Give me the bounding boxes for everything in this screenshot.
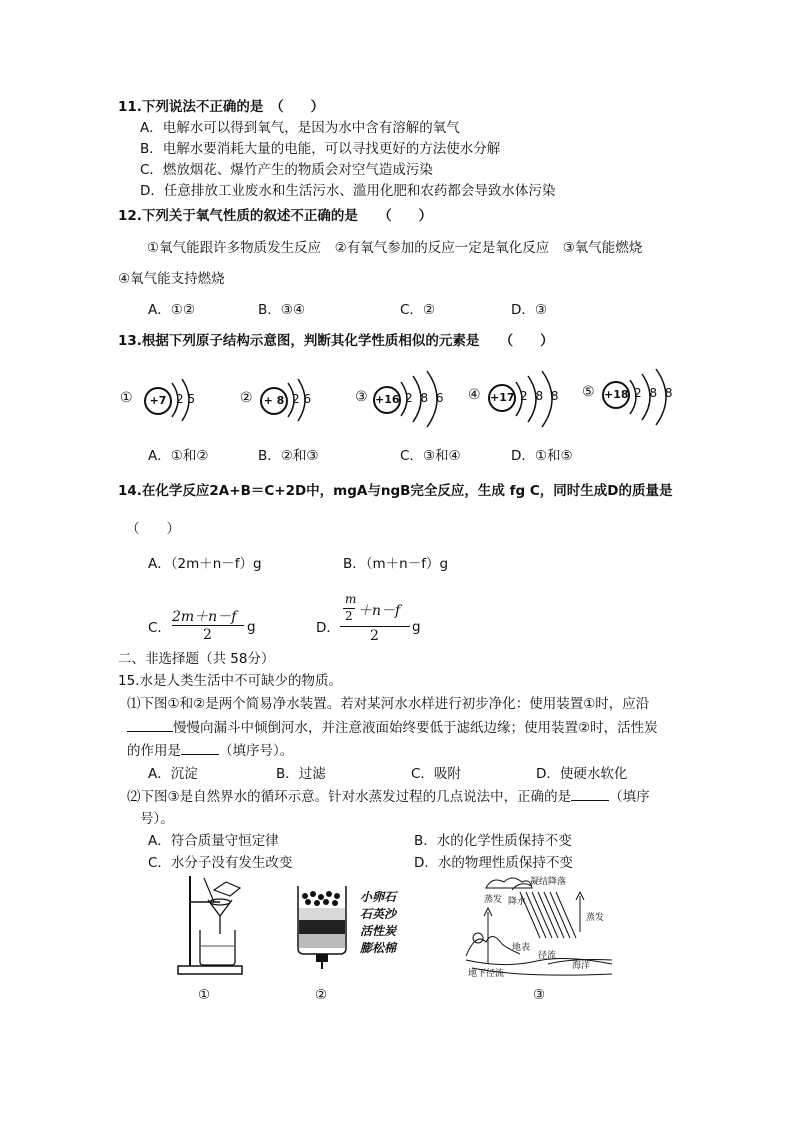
answer-blank-3[interactable]: [571, 788, 609, 801]
q15-part2-option-a: A．符合质量守恒定律: [148, 833, 279, 849]
q11-stem: 11.下列说法不正确的是 （ ）: [118, 99, 325, 115]
filter-layer-quartz-sand: 石英沙: [360, 907, 397, 921]
q14-option-b: B．（m＋n－f）g: [343, 556, 449, 572]
cycle-label-precipitation: 降水: [508, 897, 527, 907]
q14-option-d-inner-numerator: m: [345, 592, 357, 606]
q11-option-c: C．燃放烟花、爆竹产生的物质会对空气造成污染: [140, 162, 433, 178]
q14-option-d-inner-denominator: 2: [345, 609, 353, 623]
q15-part1-line1: ⑴下图①和②是两个简易净水装置。若对某河水水样进行初步净化：使用装置①时，应沿: [127, 696, 650, 712]
q11-option-b: B．电解水要消耗大量的电能，可以寻找更好的方法使水分解: [140, 141, 501, 157]
q14-option-c-label: C．: [148, 620, 171, 636]
q13-stem: 13.根据下列原子结构示意图，判断其化学性质相似的元素是 （ ）: [118, 333, 554, 349]
q11-option-d: D．任意排放工业废水和生活污水、滥用化肥和农药都会导致水体污染: [140, 183, 556, 199]
cycle-label-ocean: 海洋: [572, 961, 591, 971]
q14-option-c-unit: g: [247, 619, 256, 635]
q14-option-c-fraction-bar: [172, 625, 244, 626]
q12-option-d: D．③: [511, 302, 547, 318]
atom-diagram-2: ② + 8 2 6: [240, 375, 330, 425]
atom-diagram-1: ① +7 2 5: [120, 375, 210, 425]
q12-option-c: C．②: [400, 302, 436, 318]
filter-layer-activated-carbon: 活性炭: [360, 924, 397, 938]
q14-option-d-denominator: 2: [370, 628, 379, 644]
q14-stem: 14.在化学反应2A+B＝C+2D中，mgA与ngB完全反应，生成 fg C，同时生成D的质量是: [118, 483, 673, 499]
cycle-label-groundwater: 地下径流: [468, 969, 505, 979]
q11-option-a: A．电解水可以得到氧气，是因为水中含有溶解的氧气: [140, 120, 460, 136]
atom-diagram-5: ⑤ +18 2 8 8: [582, 368, 682, 426]
cycle-label-evaporation-left: 蒸发: [484, 895, 503, 905]
q15-part1-option-a: A．沉淀: [148, 766, 198, 782]
q13-option-b: B．②和③: [258, 448, 319, 464]
q14-option-d-unit: g: [412, 619, 421, 635]
q15-part1-line2: 慢慢向漏斗中倾倒河水，并注意液面始终要低于滤纸边缘；使用装置②时，活性炭: [127, 719, 658, 737]
filter-layer-pebbles: 小卵石: [360, 890, 397, 904]
q14-option-a: A．（2m＋n－f）g: [148, 556, 262, 572]
q12-option-b: B．③④: [258, 302, 305, 318]
figure-label-2: ②: [315, 987, 328, 1003]
q15-stem: 15.水是人类生活中不可缺少的物质。: [118, 673, 342, 689]
figure-label-1: ①: [198, 987, 211, 1003]
q14-option-d-numerator-rest: ＋n－f: [358, 603, 401, 619]
q15-part2-option-d: D．水的物理性质保持不变: [414, 855, 573, 871]
q15-part1-option-b: B．过滤: [276, 766, 326, 782]
section-heading: 二、非选择题（共 58分）: [118, 651, 275, 667]
cycle-label-evaporation-right: 蒸发: [586, 913, 605, 923]
q13-option-c: C．③和④: [400, 448, 461, 464]
q15-part1-line3: 的作用是 （填序号）。: [127, 743, 294, 759]
q14-option-d-fraction-bar: [340, 626, 410, 627]
q15-part2-option-c: C．水分子没有发生改变: [148, 855, 293, 871]
atom-diagram-4: ④ +17 2 8 8: [468, 370, 568, 428]
cycle-label-condensation: 凝结降落: [530, 877, 567, 887]
water-filter-figure: [292, 884, 412, 970]
q14-option-d-label: D．: [316, 620, 340, 636]
cycle-label-surface: 地表: [512, 943, 531, 953]
filtration-apparatus-figure: [170, 872, 250, 980]
atom-diagram-3: ③ +16 2 8 6: [355, 370, 455, 428]
q14-option-c-numerator: 2m＋n－f: [172, 609, 237, 625]
q12-stem: 12.下列关于氧气性质的叙述不正确的是 （ ）: [118, 208, 433, 224]
q15-part1-option-d: D．使硬水软化: [536, 766, 628, 782]
q15-part1-option-c: C．吸附: [411, 766, 461, 782]
q15-part2-line2: 号）。: [140, 811, 174, 827]
q14-option-c-denominator: 2: [203, 627, 212, 643]
figure-label-3: ③: [533, 987, 546, 1003]
q13-option-d: D．①和⑤: [511, 448, 573, 464]
q12-statements-1: ①氧气能跟许多物质发生反应 ②有氧气参加的反应一定是氧化反应 ③氧气能燃烧: [147, 240, 643, 256]
filter-layer-cotton: 膨松棉: [360, 941, 397, 955]
q12-option-a: A．①②: [148, 302, 195, 318]
answer-blank-2[interactable]: [181, 742, 219, 755]
water-cycle-figure: [462, 872, 620, 980]
q13-option-a: A．①和②: [148, 448, 209, 464]
q14-paren: （ ）: [126, 521, 180, 537]
q15-part2-option-b: B．水的化学性质保持不变: [414, 833, 572, 849]
answer-blank-1[interactable]: [127, 719, 173, 732]
q15-part2-line1: ⑵下图③是自然界水的循环示意。针对水蒸发过程的几点说法中，正确的是 （填序: [127, 789, 650, 805]
cycle-label-runoff: 径流: [538, 951, 557, 961]
q12-statements-2: ④氧气能支持燃烧: [118, 271, 225, 287]
